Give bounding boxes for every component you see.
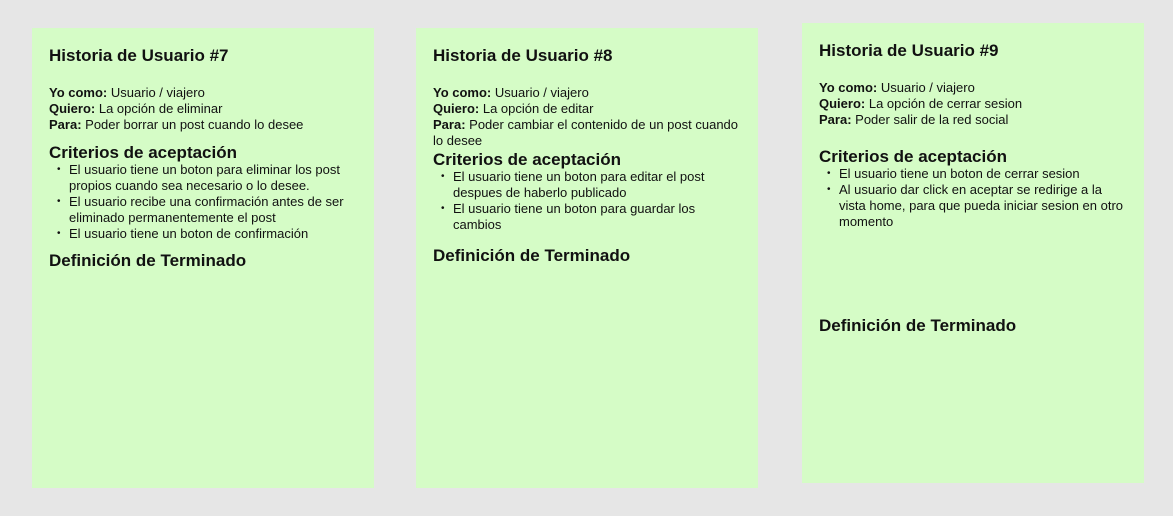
- quiero-value: La opción de eliminar: [98, 101, 223, 116]
- yo-como-field: [49, 85, 358, 101]
- criteria-item: • El usuario tiene un boton para guardar los cambios: [453, 201, 742, 233]
- yo-como-field: [433, 85, 742, 101]
- criteria-list: [819, 166, 1128, 230]
- para-field: [433, 117, 742, 149]
- criteria-heading: Criterios de aceptación: [433, 150, 622, 169]
- user-story-card-8[interactable]: [416, 28, 758, 488]
- criteria-heading: Criterios de aceptación: [49, 143, 238, 162]
- para-label: Para:: [819, 112, 852, 127]
- yo-como-value: Usuario / viajero: [110, 85, 205, 100]
- quiero-value: La opción de editar: [482, 101, 594, 116]
- para-field: [819, 112, 1128, 128]
- criteria-item: • El usuario tiene un boton de confirmación: [69, 226, 358, 242]
- yo-como-value: Usuario / viajero: [880, 80, 975, 95]
- quiero-field: [49, 101, 358, 117]
- para-field: [49, 117, 358, 133]
- quiero-value: La opción de cerrar sesion: [868, 96, 1023, 111]
- quiero-label: Quiero:: [433, 101, 480, 116]
- criteria-item: • El usuario tiene un boton de cerrar sesion: [839, 166, 1128, 182]
- story-fields: [433, 85, 742, 149]
- card-title: Historia de Usuario #7: [49, 46, 229, 65]
- yo-como-value: Usuario / viajero: [494, 85, 589, 100]
- criteria-item: • Al usuario dar click en aceptar se redirige a la vista home, para que pueda iniciar sesion en otro momento: [839, 182, 1128, 230]
- criteria-heading: Criterios de aceptación: [819, 147, 1008, 166]
- quiero-field: [433, 101, 742, 117]
- para-value: Poder salir de la red social: [855, 112, 1009, 127]
- criteria-list: [49, 162, 358, 242]
- quiero-label: Quiero:: [49, 101, 96, 116]
- story-fields: [819, 80, 1128, 128]
- yo-como-field: [819, 80, 1128, 96]
- quiero-label: Quiero:: [819, 96, 866, 111]
- card-title: Historia de Usuario #9: [819, 41, 999, 60]
- story-fields: [49, 85, 358, 133]
- user-story-card-9[interactable]: [802, 23, 1144, 483]
- yo-como-label: Yo como:: [433, 85, 492, 100]
- quiero-field: [819, 96, 1128, 112]
- para-label: Para:: [433, 117, 466, 132]
- criteria-item: • El usuario tiene un boton para eliminar los post propios cuando sea necesario o lo desee.: [69, 162, 358, 194]
- yo-como-label: Yo como:: [49, 85, 108, 100]
- definition-of-done-heading: Definición de Terminado: [433, 246, 631, 265]
- card-title: Historia de Usuario #8: [433, 46, 613, 65]
- definition-of-done-heading: Definición de Terminado: [819, 316, 1017, 335]
- para-value: Poder borrar un post cuando lo desee: [85, 117, 304, 132]
- para-value: Poder cambiar el contenido de un post cuando lo desee: [433, 117, 739, 148]
- para-label: Para:: [49, 117, 82, 132]
- criteria-item: • El usuario recibe una confirmación antes de ser eliminado permanentemente el post: [69, 194, 358, 226]
- criteria-list: [433, 169, 742, 233]
- criteria-item: • El usuario tiene un boton para editar el post despues de haberlo publicado: [453, 169, 742, 201]
- definition-of-done-heading: Definición de Terminado: [49, 251, 247, 270]
- yo-como-label: Yo como:: [819, 80, 878, 95]
- user-story-card-7[interactable]: [32, 28, 374, 488]
